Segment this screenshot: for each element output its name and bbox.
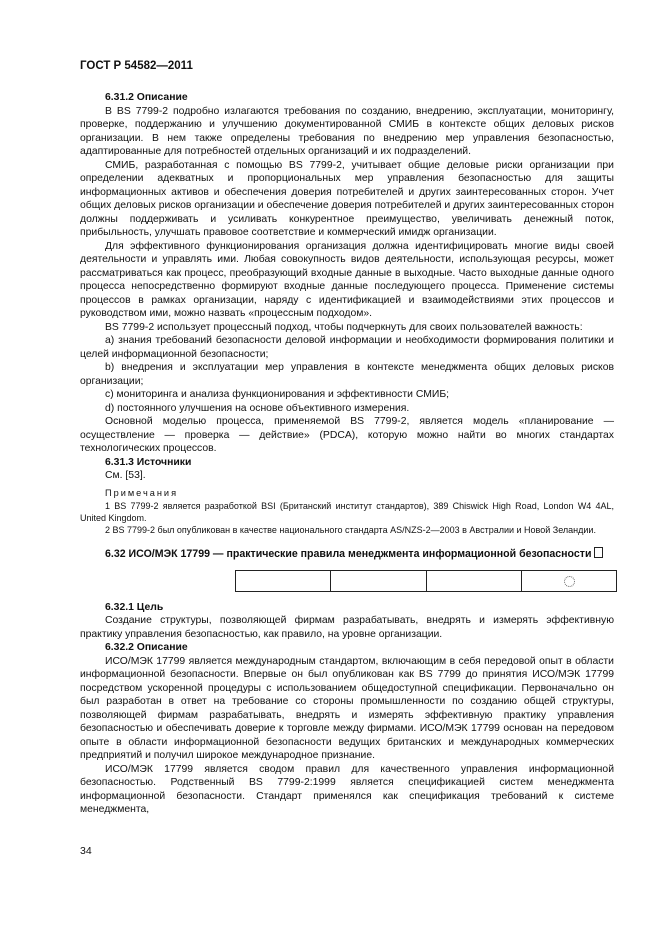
rating-cell	[522, 571, 616, 591]
list-item: d) постоянного улучшения на основе объективного измерения.	[105, 402, 410, 414]
rating-table	[235, 570, 617, 592]
paragraph: См. [53].	[105, 470, 146, 481]
list-item: c) мониторинга и анализа функционирования и эффективности СМИБ;	[105, 389, 450, 400]
paragraph: Основной моделью процесса, применяемой BS 7799-2, является модель «планирование — осуществление — проверка — действие» (PDCA), которую можно найти во многих стандартах технологических процессов.	[80, 416, 614, 454]
paragraph: BS 7799-2 использует процессный подход, чтобы подчеркнуть для своих пользователей важность:	[105, 321, 583, 333]
rating-cell	[331, 571, 426, 591]
box-icon	[594, 547, 603, 558]
list-item: b) внедрения и эксплуатации мер управления в контексте менеджмента общих деловых рисков организации;	[80, 362, 614, 387]
section-6-32-1-title: 6.32.1 Цель	[105, 601, 164, 613]
paragraph: В BS 7799-2 подробно излагаются требования по созданию, внедрению, эксплуатации, мониторингу, проверке, поддержанию и улучшению документированной СМИБ в контексте общих деловых рисков организации. В нем также определены требования по внедрению мер управления безопасностью, адаптированные для потребностей отдельных организаций и их подразделений.	[80, 105, 614, 157]
section-6-31-3-title: 6.31.3 Источники	[105, 456, 192, 468]
rating-cell	[236, 571, 331, 591]
note: 2 BS 7799-2 был опубликован в качестве национального стандарта AS/NZS-2—2003 в Австралии и Новой Зеландии.	[105, 525, 596, 536]
section-6-32-title-text: 6.32 ИСО/МЭК 17799 — практические правила менеджмента информационной безопасности	[105, 547, 592, 560]
paragraph: СМИБ, разработанная с помощью BS 7799-2, учитывает общие деловые риски организации при определении адекватных и пропорциональных мер управления безопасностью для защиты информационных активов и обеспечения доверия потребителей и других заинтересованных сторон. Учет общих деловых рисков организации и обеспечение доверия потребителей и других заинтересованных сторон должны поддерживать и усиливать конкурентное преимущество, увеличивать денежный поток, прибыльность, улучшать правовое соответствие и коммерческий имидж организации.	[80, 159, 614, 238]
note: 1 BS 7799-2 является разработкой BSI (Британский институт стандартов), 389 Chiswick High Road, London W4 4AL, United Kingdom.	[80, 501, 614, 524]
rating-marker-icon	[564, 576, 575, 587]
rating-cell	[427, 571, 522, 591]
section-6-31-2-title: 6.31.2 Описание	[105, 92, 188, 103]
paragraph: Создание структуры, позволяющей фирмам разрабатывать, внедрять и измерять эффективную практику управления безопасностью, как правило, на уровне организации.	[80, 615, 614, 640]
paragraph: ИСО/МЭК 17799 является сводом правил для качественного управления информационной безопасностью. Родственный BS 7799-2:1999 является спецификацией систем менеджмента информационной безопасности. Стандарт применялся как спецификация требований к системе менеджмента,	[80, 763, 614, 816]
page-number: 34	[80, 845, 92, 857]
main-content	[80, 91, 614, 817]
standard-header: ГОСТ Р 54582—2011	[80, 60, 193, 72]
paragraph: Для эффективного функционирования организация должна идентифицировать многие виды своей деятельности и управлять ими. Любая совокупность видов деятельности, использующая ресурсы, может рассматриваться как процесс, преобразующий входные данные в выходные. Часто выходные данные одного процесса непосредственно формируют входные данные последующего процесса. Применение системы процессов в рамках организации, наряду с идентификацией и взаимодействиями этих процессов и руководством ими, можно назвать «процессным подходом».	[80, 240, 614, 319]
section-6-32-2-title: 6.32.2 Описание	[105, 642, 188, 654]
list-item: a) знания требований безопасности деловой информации и необходимости формирования политики и целей информационной безопасности;	[80, 335, 614, 360]
notes-title: Примечания	[105, 487, 179, 498]
paragraph: ИСО/МЭК 17799 является международным стандартом, включающим в себя передовой опыт в области информационной безопасности. Впервые он был опубликован как BS 7799 до принятия ИСО/МЭК 17799 посредством ускоренной процедуры с использованием общедоступной спецификации. Первоначально он был разработан в ответ на требование со стороны промышленности по созданию общей структуры, позволяющей фирмам разрабатывать, внедрять и измерять эффективную практику управления безопасностью и обеспечивать доверие к торговле между фирмами. ИСО/МЭК 17799 основан на передовом опыте в области информационной безопасности ведущих британских и международных коммерческих предприятий и получил широкое международное признание.	[80, 655, 614, 762]
section-6-32-title	[80, 547, 614, 561]
